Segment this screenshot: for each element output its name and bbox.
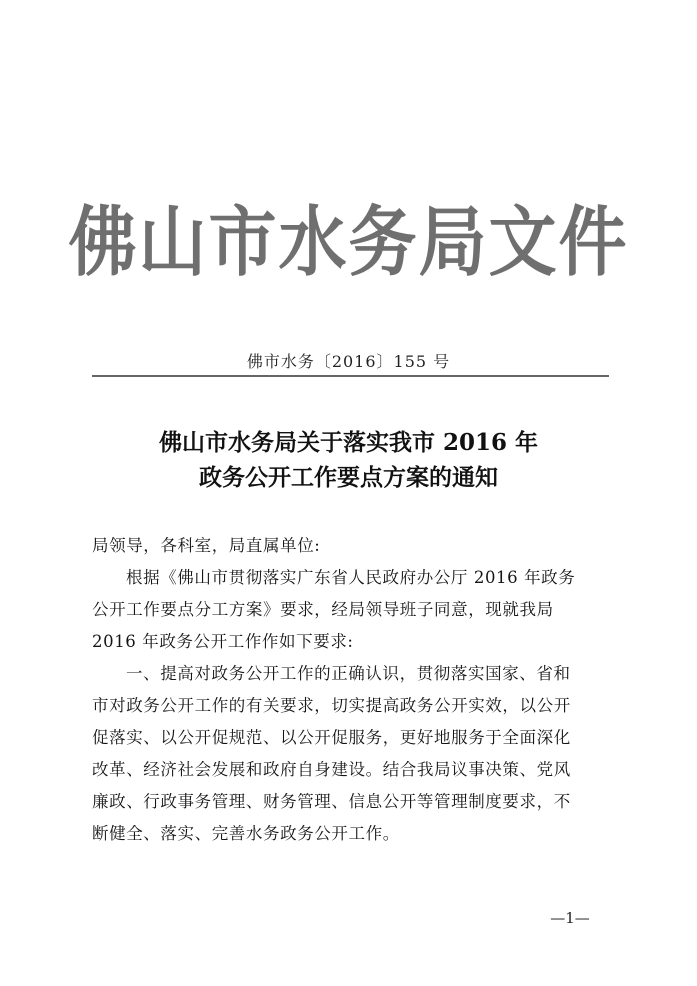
body-line: 改革、经济社会发展和政府自身建设。结合我局议事决策、党风 [92, 760, 571, 779]
body-line: 廉政、行政事务管理、财务管理、信息公开等管理制度要求，不 [92, 792, 571, 811]
document-body [92, 530, 610, 850]
body-line: 断健全、落实、完善水务政务公开工作。 [92, 824, 400, 843]
body-line: 市对政务公开工作的有关要求，切实提高政务公开实效，以公开 [92, 696, 571, 715]
title-line-1: 佛山市水务局关于落实我市 2016 年 [158, 429, 539, 456]
header-divider [92, 375, 609, 377]
body-line: 促落实、以公开促规范、以公开促服务，更好地服务于全面深化 [92, 728, 571, 747]
document-title [0, 425, 697, 495]
page-number: —1— [550, 909, 590, 927]
document-number: 佛市水务〔2016〕155 号 [246, 352, 451, 371]
body-line: 公开工作要点分工方案》要求，经局领导班子同意，现就我局 [92, 600, 554, 619]
body-line: 一、提高对政务公开工作的正确认识，贯彻落实国家、省和 [126, 664, 571, 683]
body-line: 根据《佛山市贯彻落实广东省人民政府办公厅 2016 年政务 [126, 568, 576, 587]
title-line-2: 政务公开工作要点方案的通知 [199, 464, 498, 491]
body-line: 2016 年政务公开工作作如下要求: [92, 632, 354, 651]
masthead-title: 佛山市水务局文件 [68, 198, 629, 288]
recipients-line: 局领导，各科室，局直属单位: [92, 536, 321, 555]
